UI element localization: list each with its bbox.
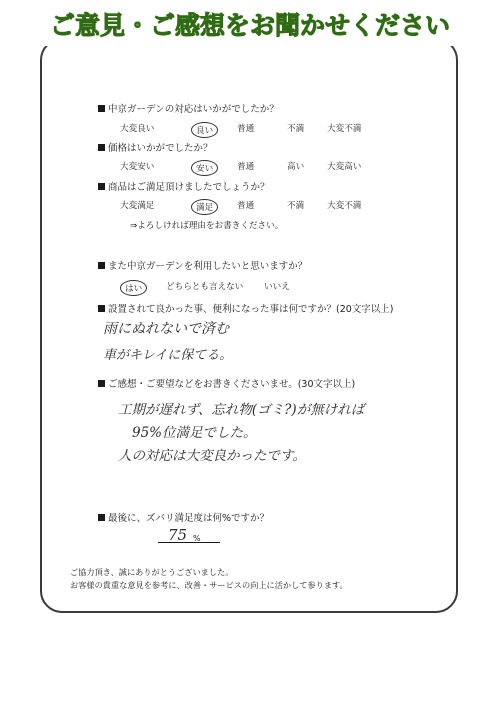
question-service: 中京ガーデンの対応はいかがでしたか？: [98, 101, 279, 115]
bullet-square-icon: [98, 183, 105, 190]
option-no[interactable]: いいえ: [264, 282, 290, 292]
bullet-square-icon: [98, 262, 105, 269]
option-cheap-selected[interactable]: 安い: [191, 160, 218, 176]
benefits-answer-line2: 車がキレイに保てる。: [103, 348, 233, 363]
question-reuse: また中京ガーデンを利用したいと思いますか？: [98, 258, 307, 272]
page-title: ご意見・ご感想をお聞かせください: [49, 11, 450, 40]
option-very-satisfied[interactable]: 大変満足: [120, 201, 155, 211]
option-very-dissatisfied[interactable]: 大変不満: [327, 124, 362, 134]
bullet-square-icon: [98, 144, 105, 151]
question-feedback: ご感想・ご要望などをお書きくださいませ。(30文字以上): [98, 376, 355, 390]
benefits-answer-line1: 雨にぬれないで済む: [103, 321, 229, 337]
question-benefits: 設置されて良かった事、便利になった事は何ですか？(20文字以上): [98, 301, 394, 315]
footer-note: お客様の貴重な意見を参考に、改善・サービスの向上に活かして参ります。: [70, 580, 348, 590]
option-normal[interactable]: 普通: [237, 124, 255, 134]
question-product: 商品はご満足頂けましたでしょうか？: [98, 179, 270, 193]
option-very-expensive[interactable]: 大変高い: [327, 162, 362, 172]
satisfaction-answer: 75: [168, 526, 188, 544]
option-dissatisfied[interactable]: 不満: [287, 124, 305, 134]
option-satisfied-selected[interactable]: 満足: [191, 199, 218, 215]
footer-thanks: ご協力頂き、誠にありがとうございました。: [70, 567, 234, 577]
option-expensive[interactable]: 高い: [287, 162, 305, 172]
bullet-square-icon: [98, 514, 105, 521]
feedback-answer-line1: 工期が遅れず、忘れ物(ゴミ?)が無ければ: [118, 402, 365, 418]
option-normal[interactable]: 普通: [237, 162, 255, 172]
option-good-selected[interactable]: 良い: [191, 122, 218, 138]
bullet-square-icon: [98, 380, 105, 387]
option-normal[interactable]: 普通: [237, 201, 255, 211]
option-very-good[interactable]: 大変良い: [120, 124, 155, 134]
option-very-dissatisfied[interactable]: 大変不満: [327, 201, 362, 211]
title-banner: [34, 6, 466, 46]
option-dissatisfied[interactable]: 不満: [287, 201, 305, 211]
feedback-answer-line3: 人の対応は大変良かったです。: [118, 448, 306, 464]
question-price: 価格はいかがでしたか？: [98, 140, 213, 154]
satisfaction-answer-line: [158, 542, 220, 543]
percent-unit: %: [193, 534, 201, 543]
reason-prompt: ⇒よろしければ理由をお書きください。: [130, 221, 284, 231]
feedback-answer-line2: 95%位満足でした。: [132, 425, 257, 441]
bullet-square-icon: [98, 105, 105, 112]
option-yes-selected[interactable]: はい: [120, 280, 147, 296]
option-very-cheap[interactable]: 大変安い: [120, 162, 155, 172]
question-satisfaction: 最後に、ズバリ満足度は何%ですか？: [98, 510, 269, 524]
option-neutral[interactable]: どちらとも言えない: [166, 282, 244, 292]
bullet-square-icon: [98, 305, 105, 312]
